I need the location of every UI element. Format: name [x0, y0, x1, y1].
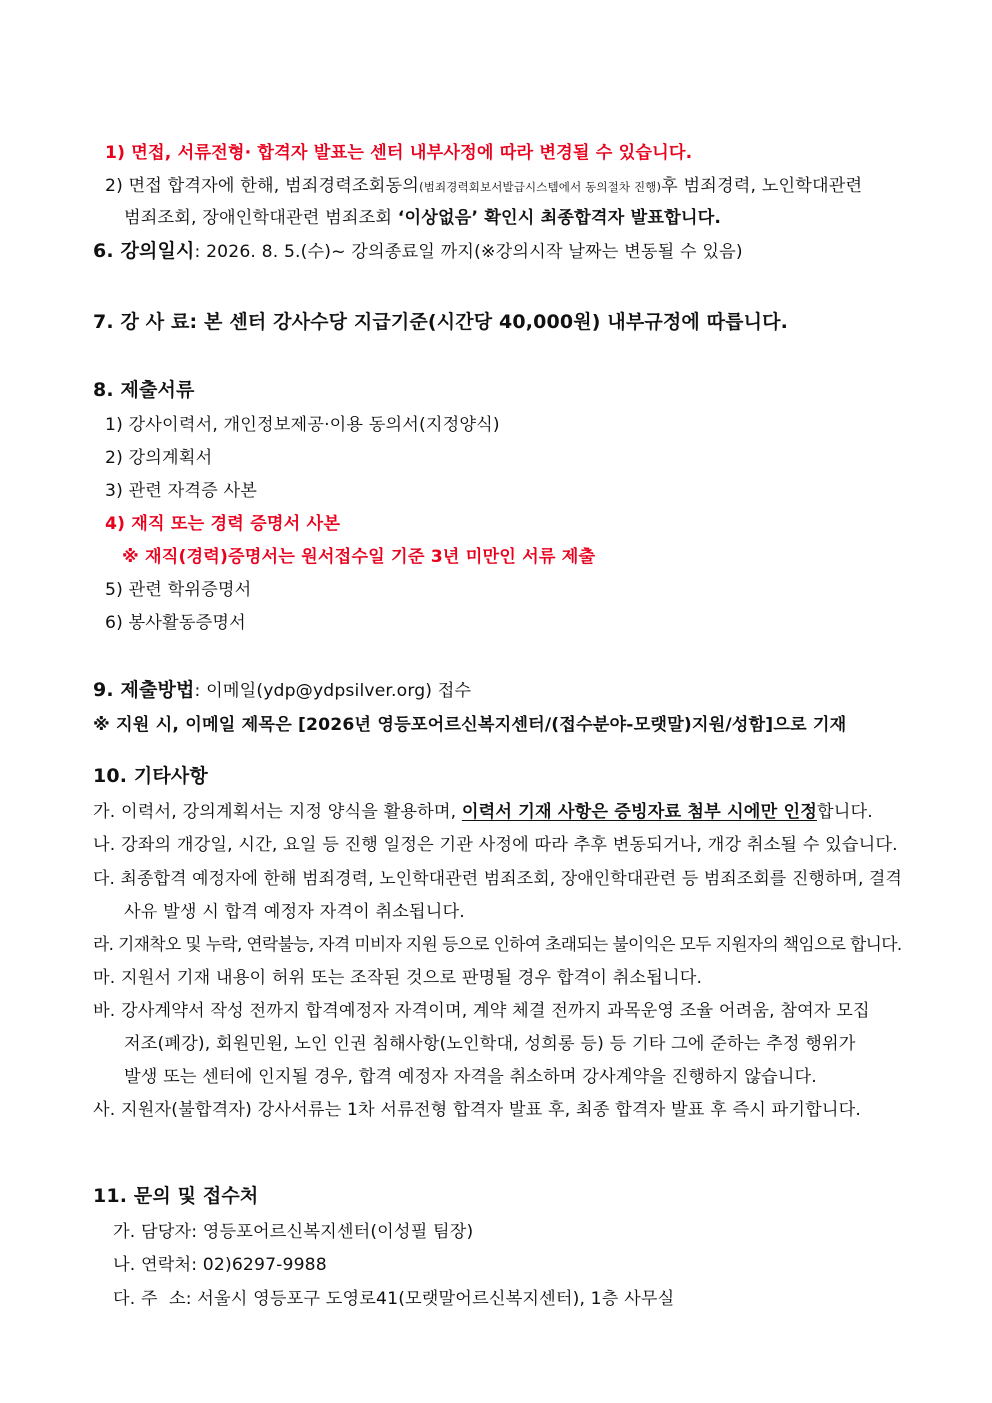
contact-person: 가. 담당자: 영등포어르신복지센터(이성필 팀장)	[113, 1222, 474, 1242]
etc-item-ga-text-c: 합니다.	[816, 802, 873, 822]
section-10-title: 10. 기타사항	[93, 765, 208, 787]
etc-item-da: 다. 최종합격 예정자에 한해 범죄경력, 노인학대관련 범죄조회, 장애인학대관련 등 범죄조회를 진행하며, 결격	[93, 869, 903, 889]
doc-item-4: 4) 재직 또는 경력 증명서 사본	[105, 514, 341, 534]
section-8-title: 8. 제출서류	[93, 379, 195, 401]
section-9-label: 9. 제출방법	[93, 679, 195, 701]
etc-item-ba-continued-1: 저조(폐강), 회원민원, 노인 인권 침해사항(노인학대, 성희롱 등) 등 기타 그에 준하는 추정 행위가	[124, 1034, 856, 1054]
etc-item-ga	[93, 800, 873, 824]
etc-item-sa: 사. 지원자(불합격자) 강사서류는 1차 서류전형 합격자 발표 후, 최종 합격자 발표 후 즉시 파기합니다.	[93, 1100, 861, 1120]
notice-item-2-small-note: (범죄경력회보서발급시스템에서 동의절차 진행)	[419, 180, 662, 194]
notice-item-2-text-c: 범죄조회, 장애인학대관련 범죄조회	[124, 208, 398, 228]
doc-item-5: 5) 관련 학위증명서	[105, 580, 252, 600]
section-6-label: 6. 강의일시	[93, 240, 195, 262]
notice-item-2	[105, 174, 862, 199]
etc-item-ba-continued-2: 발생 또는 센터에 인지될 경우, 합격 예정자 자격을 취소하며 강사계약을 진행하지 않습니다.	[124, 1067, 817, 1087]
etc-item-ga-text-a: 가. 이력서, 강의계획서는 지정 양식을 활용하며,	[93, 802, 462, 822]
etc-item-na: 나. 강좌의 개강일, 시간, 요일 등 진행 일정은 기관 사정에 따라 추후 변동되거나, 개강 취소될 수 있습니다.	[93, 835, 898, 855]
section-9	[93, 678, 471, 703]
section-11-title: 11. 문의 및 접수처	[93, 1185, 259, 1207]
doc-item-2: 2) 강의계획서	[105, 448, 213, 468]
contact-address: 다. 주 소: 서울시 영등포구 도영로41(모랫말어르신복지센터), 1층 사무실	[113, 1289, 675, 1309]
section-7: 7. 강 사 료: 본 센터 강사수당 지급기준(시간당 40,000원) 내부규정에 따릅니다.	[93, 311, 788, 333]
notice-item-2-text-a: 2) 면접 합격자에 한해, 범죄경력조회동의	[105, 176, 420, 196]
doc-item-4-note: ※ 재직(경력)증명서는 원서접수일 기준 3년 미만인 서류 제출	[122, 547, 596, 567]
section-6	[93, 239, 743, 264]
notice-item-2-emphasis: ‘이상없음’ 확인시 최종합격자 발표합니다.	[397, 208, 722, 228]
doc-item-1: 1) 강사이력서, 개인정보제공·이용 동의서(지정양식)	[105, 415, 500, 435]
etc-item-ra: 라. 기재착오 및 누락, 연락불능, 자격 미비자 지원 등으로 인하여 초래되는 불이익은 모두 지원자의 책임으로 합니다.	[93, 935, 902, 955]
etc-item-ga-emphasis: 이력서 기재 사항은 증빙자료 첨부 시에만 인정	[461, 802, 817, 822]
etc-item-ma: 마. 지원서 기재 내용이 허위 또는 조작된 것으로 판명될 경우 합격이 취소됩니다.	[93, 968, 703, 988]
etc-item-da-continued: 사유 발생 시 합격 예정자 자격이 취소됩니다.	[124, 902, 465, 922]
notice-item-1: 1) 면접, 서류전형· 합격자 발표는 센터 내부사정에 따라 변경될 수 있습니다.	[105, 143, 693, 163]
doc-item-3: 3) 관련 자격증 사본	[105, 481, 258, 501]
doc-item-6: 6) 봉사활동증명서	[105, 613, 246, 633]
etc-item-ba: 바. 강사계약서 작성 전까지 합격예정자 자격이며, 계약 체결 전까지 과목운영 조율 어려움, 참여자 모집	[93, 1001, 870, 1021]
notice-item-2-text-b: 후 범죄경력, 노인학대관련	[661, 176, 863, 196]
section-9-text: : 이메일(ydp@ydpsilver.org) 접수	[194, 681, 472, 701]
section-9-email-note: ※ 지원 시, 이메일 제목은 [2026년 영등포어르신복지센터/(접수분야-모랫말)지원/성함]으로 기재	[93, 715, 847, 735]
contact-phone: 나. 연락처: 02)6297-9988	[113, 1255, 327, 1275]
section-6-text: : 2026. 8. 5.(수)~ 강의종료일 까지(※강의시작 날짜는 변동될 수 있음)	[194, 242, 743, 262]
notice-item-2-continued	[124, 206, 721, 230]
